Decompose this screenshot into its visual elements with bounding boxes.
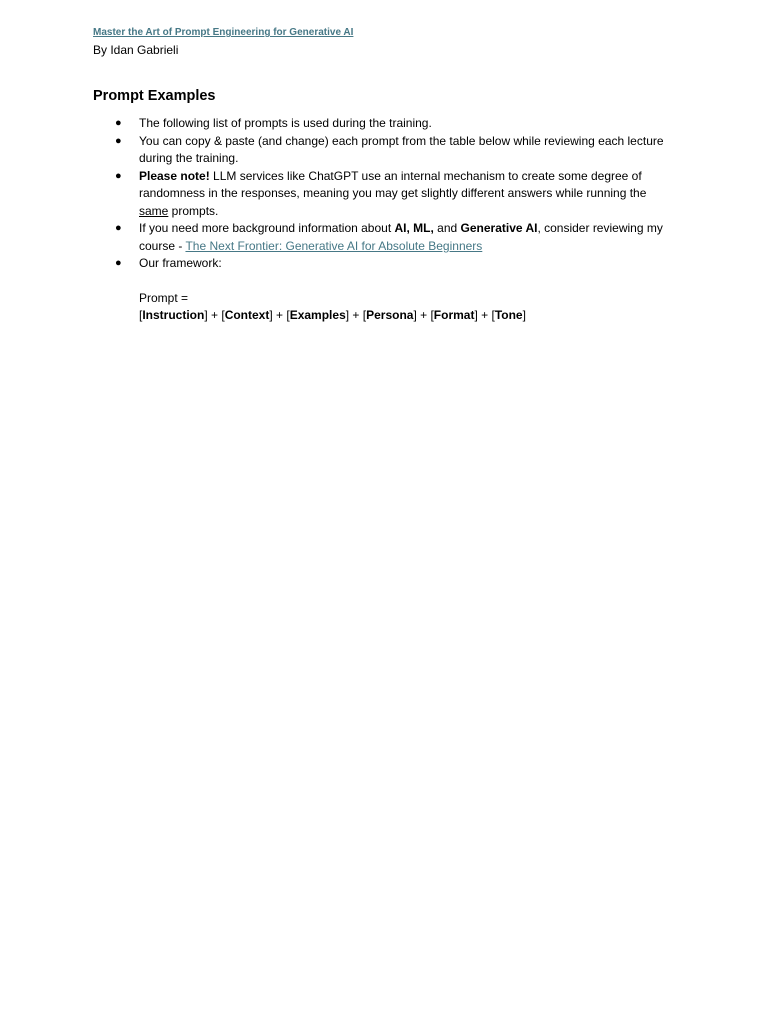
bracket-close: ] [522,308,526,323]
framework-intro: Our framework: [139,256,222,271]
examples-term: Examples [289,308,346,323]
list-item [93,133,673,168]
course-link[interactable]: The Next Frontier: Generative AI for Absolute Beginners [185,238,483,253]
list-item-text: You can copy & paste (and change) each prompt from the table below while reviewing each lecture during the training. [139,133,664,166]
tone-term: Tone [494,308,523,323]
framework-formula [139,307,673,324]
bullet-dot-icon: ● [115,134,122,147]
note-text: LLM services like ChatGPT use an internal mechanism to create some degree of randomness in the responses, meaning you may get slightly different answers while running the [139,168,647,201]
prompt-label: Prompt = [139,290,189,305]
document-page [93,25,673,325]
course-title-link[interactable]: Master the Art of Prompt Engineering for Generative AI [93,27,354,38]
instruction-term: Instruction [142,308,205,323]
list-item [93,220,673,255]
joiner: ] + [ [269,308,290,323]
generative-ai-emphasis: Generative AI [460,221,538,236]
background-text-and: and [433,221,461,236]
joiner: ] + [ [345,308,367,323]
background-text: If you need more background information about [139,221,395,236]
note-label: Please note! [139,168,210,183]
background-text-course: , consider reviewing my course - [139,221,663,253]
same-emphasis: same [139,203,169,218]
list-item [93,168,673,220]
joiner: ] + [ [204,308,225,323]
joiner: ] + [ [474,308,495,323]
persona-term: Persona [366,308,414,323]
bracket-open: [ [139,308,143,323]
note-text-end: prompts. [168,203,219,218]
framework-block [139,290,673,325]
ai-ml-emphasis: AI, ML, [394,221,434,236]
section-heading: Prompt Examples [93,88,216,104]
list-item [93,115,673,132]
bullet-dot-icon: ● [115,117,122,129]
context-term: Context [224,308,270,323]
list-item [93,255,673,324]
format-term: Format [433,308,475,323]
bullet-dot-icon: ● [115,222,122,235]
author-line: By Idan Gabrieli [93,43,179,57]
bullet-dot-icon: ● [115,257,122,270]
bullet-list [93,115,673,325]
bullet-dot-icon: ● [115,169,122,182]
list-item-text: The following list of prompts is used during the training. [139,116,432,130]
joiner: ] + [ [413,308,434,323]
